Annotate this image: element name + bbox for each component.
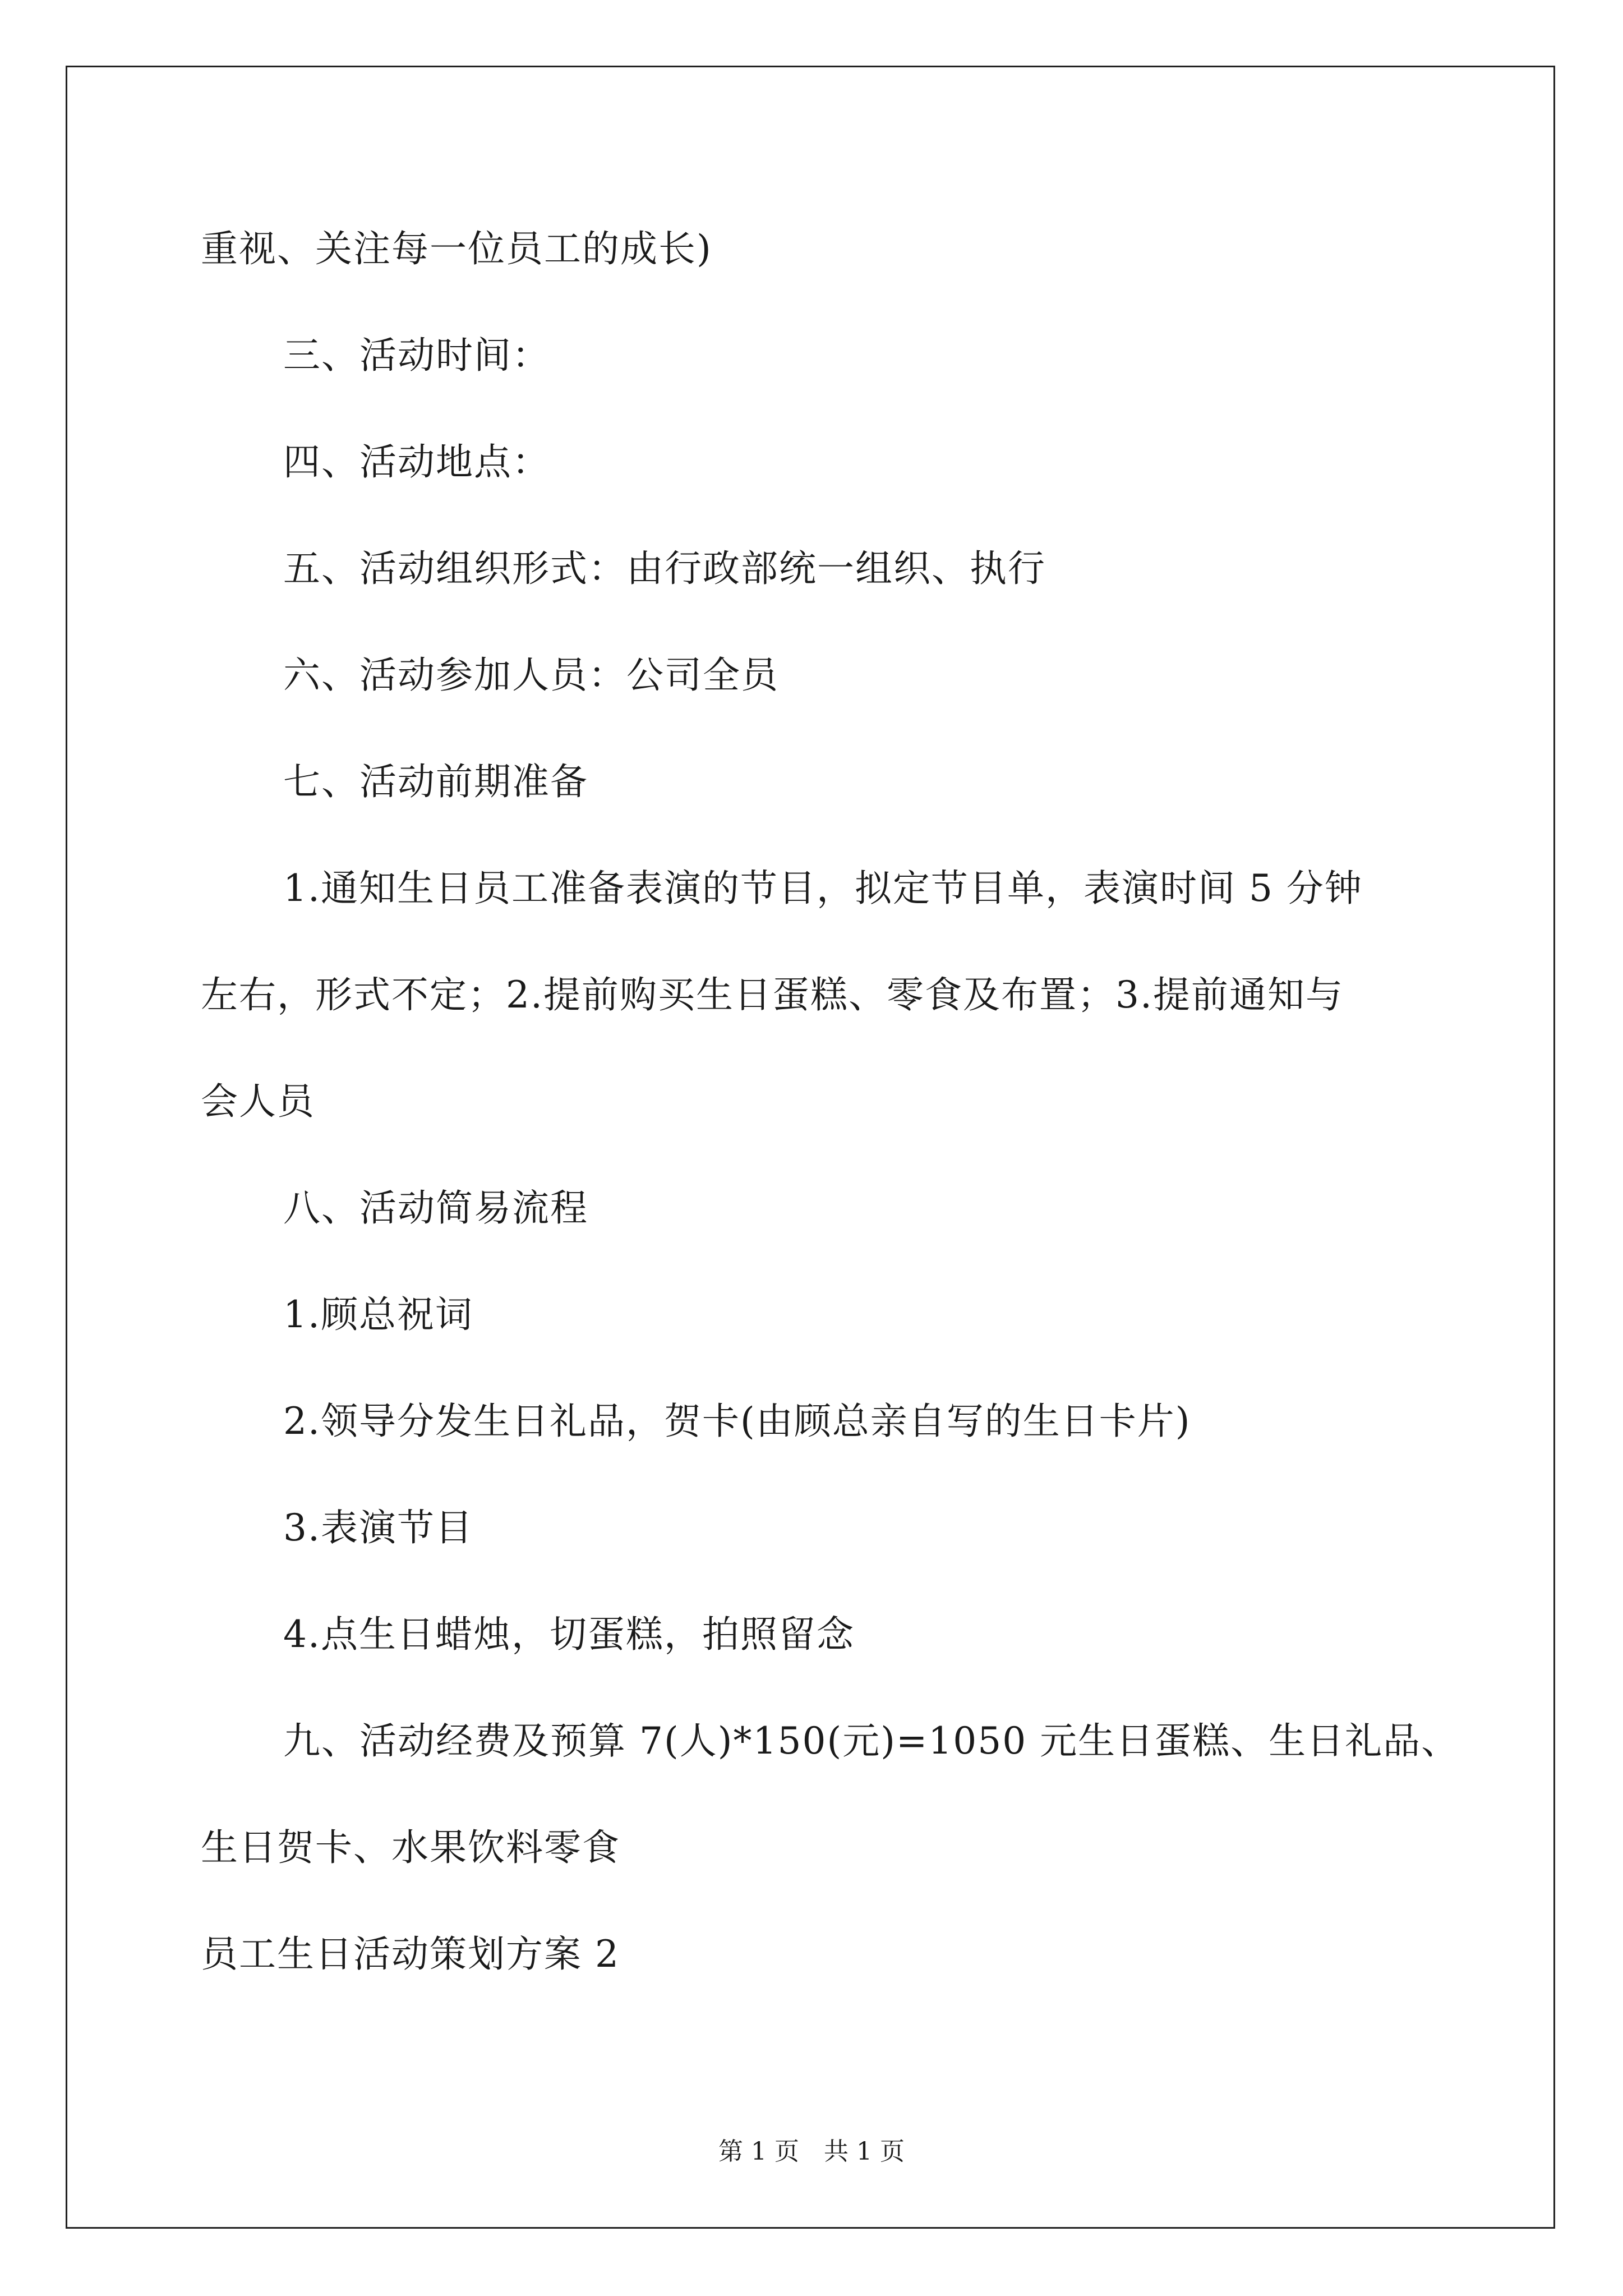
process-item-3: 3.表演节目 <box>283 1506 473 1549</box>
budget-text-line-1: 九、活动经费及预算 7(人)*150(元)=1050 元生日蛋糕、生日礼品、 <box>283 1719 1460 1763</box>
page-number-footer: 第 1 页 共 1 页 <box>718 2137 905 2166</box>
process-item-2: 2.领导分发生日礼品，贺卡(由顾总亲自写的生日卡片) <box>283 1400 1191 1443</box>
heading-preparation: 七、活动前期准备 <box>283 760 588 803</box>
process-item-1: 1.顾总祝词 <box>283 1293 473 1336</box>
heading-process: 八、活动简易流程 <box>283 1186 588 1230</box>
heading-organization-form: 五、活动组织形式：由行政部统一组织、执行 <box>283 547 1046 590</box>
heading-activity-location: 四、活动地点： <box>283 440 550 484</box>
section-title-plan-2: 员工生日活动策划方案 2 <box>201 1932 620 1976</box>
preparation-text-line-2: 左右，形式不定；2.提前购买生日蛋糕、零食及布置；3.提前通知与 <box>201 973 1344 1016</box>
heading-activity-time: 三、活动时间： <box>283 334 550 377</box>
preparation-text-line-1: 1.通知生日员工准备表演的节目，拟定节目单，表演时间 5 分钟 <box>283 867 1363 910</box>
heading-participants: 六、活动参加人员：公司全员 <box>283 654 779 697</box>
process-item-4: 4.点生日蜡烛，切蛋糕，拍照留念 <box>283 1613 855 1656</box>
budget-text-line-2: 生日贺卡、水果饮料零食 <box>201 1826 620 1869</box>
page-border <box>66 66 1555 2229</box>
text-line-1: 重视、关注每一位员工的成长) <box>201 227 712 270</box>
preparation-text-line-3: 会人员 <box>201 1080 315 1123</box>
